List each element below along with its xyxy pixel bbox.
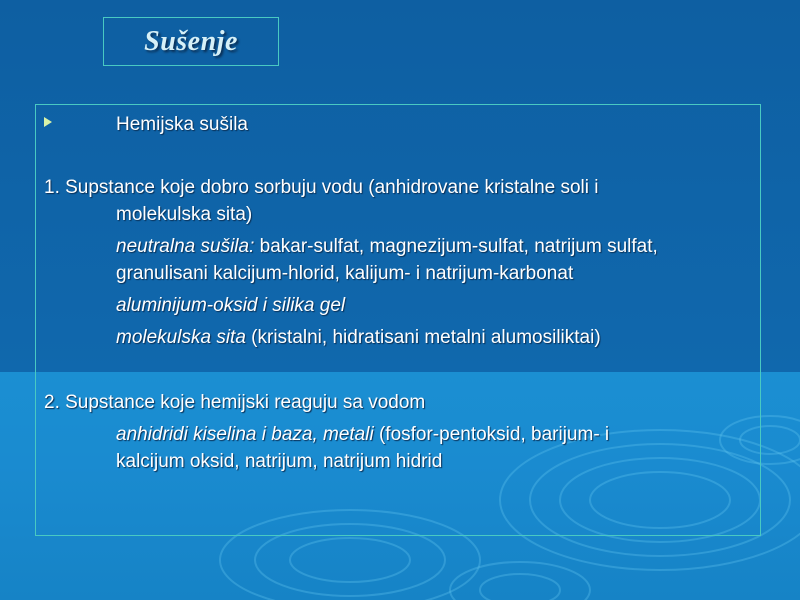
item-2-sub-text: (fosfor-pentoksid, barijum- i — [373, 424, 610, 445]
item-1-sub-1-line-2: granulisani kalcijum-hlorid, kalijum- i natrijum-karbonat — [116, 263, 574, 284]
slide-title: Sušenje — [144, 25, 238, 57]
item-1-sub-1-line-1 — [116, 235, 658, 259]
sub-1-label: neutralna sušila: — [116, 236, 255, 257]
arrowhead-bullet-icon — [44, 117, 52, 127]
item-1-sub-3 — [116, 326, 601, 350]
sub-1-text: bakar-sulfat, magnezijum-sulfat, natrijum sulfat, — [254, 236, 658, 257]
slide-title-frame — [103, 17, 279, 66]
item-2-line-1: 2. Supstance koje hemijski reaguju sa vodom — [44, 392, 426, 413]
item-2-sub-1-line-1 — [116, 423, 609, 447]
sub-3-text: (kristalni, hidratisani metalni alumosiliktai) — [245, 327, 601, 348]
sub-3-label: molekulska sita — [116, 327, 246, 348]
item-2-sub-label: anhidridi kiselina i baza, metali — [116, 424, 374, 445]
item-1-sub-2: aluminijum-oksid i silika gel — [116, 295, 346, 316]
item-1-line-2: molekulska sita) — [116, 204, 253, 225]
bullet-heading: Hemijska sušila — [116, 114, 248, 135]
item-1-line-1: 1. Supstance koje dobro sorbuju vodu (anhidrovane kristalne soli i — [44, 177, 599, 198]
item-2-sub-1-line-2: kalcijum oksid, natrijum, natrijum hidrid — [116, 451, 443, 472]
